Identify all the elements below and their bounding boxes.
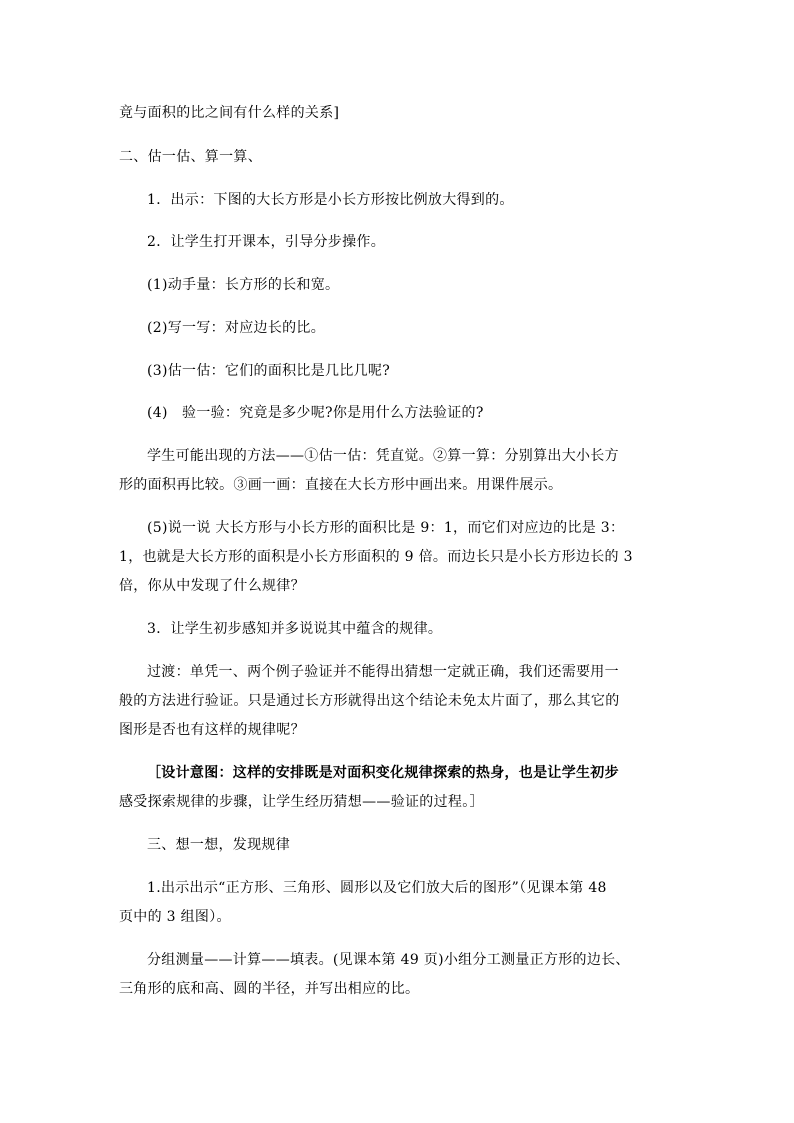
paragraph-line: 过渡：单凭一、两个例子验证并不能得出猜想一定就正确，我们还需要用一	[147, 664, 619, 680]
section-heading: 二、估一估、算一算、	[119, 149, 262, 165]
section-heading: 三、想一想，发现规律	[147, 837, 290, 853]
list-item: (1)动手量：长方形的长和宽。	[147, 277, 340, 293]
design-intent-note: 感受探索规律的步骤，让学生经历猜想——验证的过程。］	[119, 794, 484, 810]
paragraph-line: 图形是否也有这样的规律呢？	[119, 722, 305, 738]
paragraph-line: 三角形的底和高、圆的半径，并写出相应的比。	[119, 981, 420, 997]
paragraph-line: (5)说一说 大长方形与小长方形的面积比是 9：1，而它们对应边的比是 3：	[147, 520, 625, 536]
list-item: (2)写一写：对应边长的比。	[147, 320, 326, 336]
list-item: 2．让学生打开课本，引导分步操作。	[147, 234, 386, 250]
paragraph-line: 竟与面积的比之间有什么样的关系]	[119, 105, 340, 121]
list-item: 3．让学生初步感知并多说说其中蕴含的规律。	[147, 621, 443, 637]
paragraph-line: 1，也就是大长方形的面积是小长方形面积的 9 倍。而边长只是小长方形边长的 3	[119, 549, 633, 565]
paragraph-line: 倍，你从中发现了什么规律？	[119, 578, 305, 594]
list-item: 1．出示：下图的大长方形是小长方形按比例放大得到的。	[147, 192, 514, 208]
paragraph-line: 形的面积再比较。③画一画：直接在大长方形中画出来。用课件展示。	[119, 477, 563, 493]
list-item: 1.出示出示“正方形、三角形、圆形以及它们放大后的图形”（见课本第 48	[147, 880, 607, 896]
paragraph-line: 分组测量——计算——填表。(见课本第 49 页)小组分工测量正方形的边长、	[147, 952, 630, 968]
paragraph-line: 般的方法进行验证。只是通过长方形就得出这个结论未免太片面了，那么其它的	[119, 693, 620, 709]
list-item: (3)估一估：它们的面积比是几比几呢?	[147, 363, 391, 379]
paragraph-line: 页中的 3 组图）。	[119, 909, 231, 925]
list-item: (4) 验一验：究竟是多少呢?你是用什么方法验证的?	[147, 405, 484, 421]
design-intent-note: ［设计意图：这样的安排既是对面积变化规律探索的热身，也是让学生初步	[147, 765, 619, 781]
paragraph-line: 学生可能出现的方法——①估一估：凭直觉。②算一算：分别算出大小长方	[147, 448, 619, 464]
